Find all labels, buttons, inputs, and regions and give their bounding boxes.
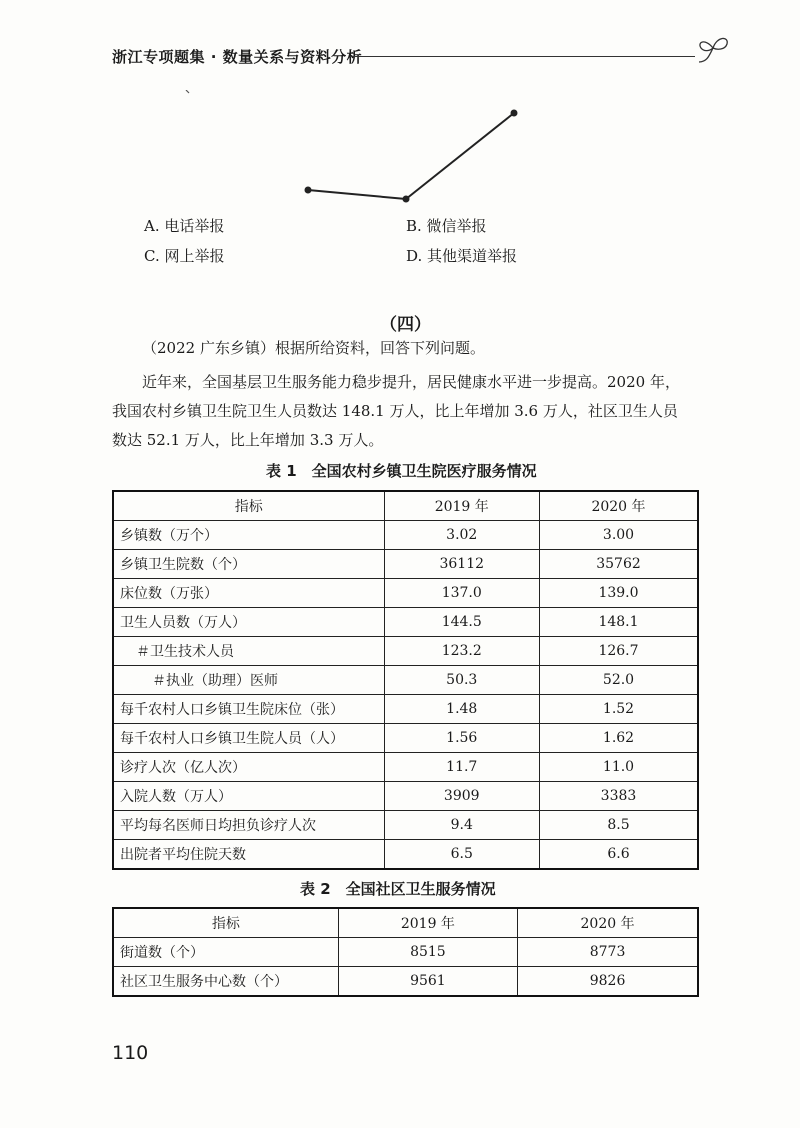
value-2019: 8515 <box>338 938 517 967</box>
table-row <box>113 753 698 782</box>
table-row <box>113 521 698 550</box>
value-2020: 8.5 <box>540 811 699 840</box>
table2-header-row <box>113 908 698 938</box>
column-header: 2019 年 <box>384 491 540 521</box>
column-header: 指标 <box>113 491 384 521</box>
option-a[interactable]: A. 电话举报 <box>144 217 225 235</box>
row-label: 诊疗人次（亿人次） <box>113 753 384 782</box>
value-2019: 3909 <box>384 782 540 811</box>
table-row <box>113 666 698 695</box>
table-row <box>113 724 698 753</box>
table2 <box>112 907 699 997</box>
column-header: 2020 年 <box>518 908 698 938</box>
table1 <box>112 490 699 870</box>
table-row <box>113 938 698 967</box>
value-2019: 1.56 <box>384 724 540 753</box>
header-rule <box>350 56 695 57</box>
table-row <box>113 840 698 870</box>
value-2020: 126.7 <box>540 637 699 666</box>
chart-line-segment-2 <box>406 113 514 199</box>
body-line-3: 数达 52.1 万人，比上年增加 3.3 万人。 <box>112 431 384 449</box>
table-row <box>113 550 698 579</box>
row-label: 出院者平均住院天数 <box>113 840 384 870</box>
value-2020: 9826 <box>518 967 698 997</box>
section-intro: （2022 广东乡镇）根据所给资料，回答下列问题。 <box>142 339 485 357</box>
chart-line-segment-1 <box>308 190 406 199</box>
value-2019: 137.0 <box>384 579 540 608</box>
section-title: （四） <box>380 315 431 335</box>
chart-point-2 <box>403 196 410 203</box>
value-2019: 50.3 <box>384 666 540 695</box>
row-label: 床位数（万张） <box>113 579 384 608</box>
value-2020: 3383 <box>540 782 699 811</box>
row-label: 乡镇卫生院数（个） <box>113 550 384 579</box>
row-label: ＃执业（助理）医师 <box>113 666 384 695</box>
option-c[interactable]: C. 网上举报 <box>144 247 225 265</box>
value-2019: 1.48 <box>384 695 540 724</box>
chart-point-1 <box>305 187 312 194</box>
column-header: 指标 <box>113 908 338 938</box>
table-row <box>113 695 698 724</box>
value-2020: 8773 <box>518 938 698 967</box>
value-2020: 35762 <box>540 550 699 579</box>
value-2020: 3.00 <box>540 521 699 550</box>
table1-header-row <box>113 491 698 521</box>
table-row <box>113 637 698 666</box>
value-2019: 9561 <box>338 967 517 997</box>
row-label: 社区卫生服务中心数（个） <box>113 967 338 997</box>
table-row <box>113 811 698 840</box>
table-row <box>113 608 698 637</box>
value-2019: 144.5 <box>384 608 540 637</box>
table-row <box>113 967 698 997</box>
value-2019: 3.02 <box>384 521 540 550</box>
table-row <box>113 782 698 811</box>
column-header: 2019 年 <box>338 908 517 938</box>
table1-caption: 表 1 全国农村乡镇卫生院医疗服务情况 <box>266 462 537 480</box>
row-label: 每千农村人口乡镇卫生院床位（张） <box>113 695 384 724</box>
row-label: 平均每名医师日均担负诊疗人次 <box>113 811 384 840</box>
row-label: 卫生人员数（万人） <box>113 608 384 637</box>
line-chart-fragment <box>160 90 580 220</box>
page-number: 110 <box>112 1042 149 1064</box>
body-line-1: 近年来，全国基层卫生服务能力稳步提升，居民健康水平进一步提高。2020 年， <box>142 373 680 391</box>
option-b[interactable]: B. 微信举报 <box>406 217 487 235</box>
value-2020: 1.52 <box>540 695 699 724</box>
value-2020: 11.0 <box>540 753 699 782</box>
value-2020: 139.0 <box>540 579 699 608</box>
row-label: 每千农村人口乡镇卫生院人员（人） <box>113 724 384 753</box>
value-2020: 52.0 <box>540 666 699 695</box>
row-label: 乡镇数（万个） <box>113 521 384 550</box>
body-line-2: 我国农村乡镇卫生院卫生人员数达 148.1 万人，比上年增加 3.6 万人，社区卫生人员 <box>112 402 678 420</box>
header-title: 浙江专项题集 · 数量关系与资料分析 <box>112 48 363 66</box>
row-label: ＃卫生技术人员 <box>113 637 384 666</box>
value-2019: 9.4 <box>384 811 540 840</box>
value-2020: 148.1 <box>540 608 699 637</box>
value-2019: 36112 <box>384 550 540 579</box>
chart-point-3 <box>511 110 518 117</box>
row-label: 街道数（个） <box>113 938 338 967</box>
value-2020: 1.62 <box>540 724 699 753</box>
option-d[interactable]: D. 其他渠道举报 <box>406 247 518 265</box>
chart-tick-mark <box>186 90 189 93</box>
running-header <box>112 46 722 70</box>
table2-caption: 表 2 全国社区卫生服务情况 <box>300 880 496 898</box>
sprout-icon <box>695 32 735 68</box>
value-2020: 6.6 <box>540 840 699 870</box>
value-2019: 11.7 <box>384 753 540 782</box>
value-2019: 123.2 <box>384 637 540 666</box>
column-header: 2020 年 <box>540 491 699 521</box>
value-2019: 6.5 <box>384 840 540 870</box>
table-row <box>113 579 698 608</box>
row-label: 入院人数（万人） <box>113 782 384 811</box>
